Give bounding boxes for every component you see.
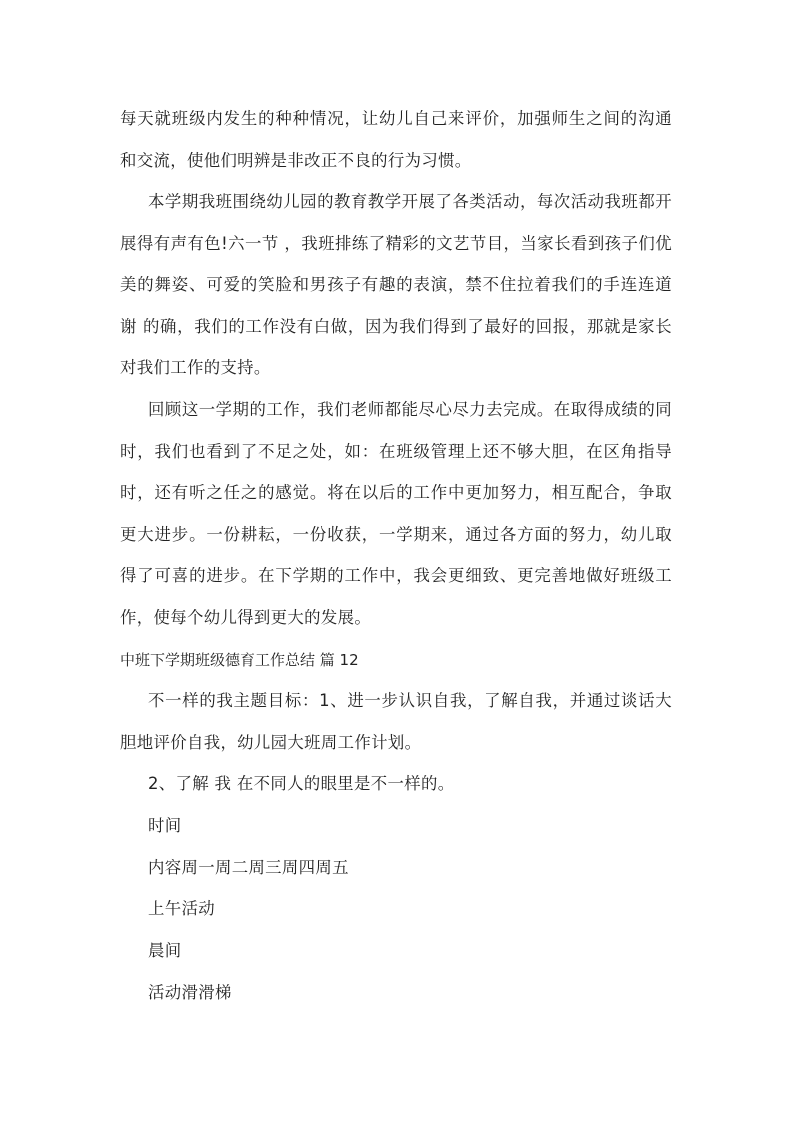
paragraph-class-evaluation: 每天就班级内发生的种种情况，让幼儿自己来评价，加强师生之间的沟通和交流，使他们明辨是非改正不良的行为习惯。	[120, 109, 672, 170]
goal-item-2: 2、了解 我 在不同人的眼里是不一样的。	[148, 774, 455, 793]
schedule-morning-activity: 上午活动	[148, 899, 215, 918]
section-heading: 中班下学期班级德育工作总结 篇 12	[120, 651, 359, 669]
schedule-weekday-header: 内容周一周二周三周四周五	[148, 858, 349, 877]
schedule-time-label: 时间	[148, 816, 182, 835]
schedule-activity-slide: 活动滑滑梯	[148, 983, 232, 1002]
paragraph-review: 回顾这一学期的工作，我们老师都能尽心尽力去完成。在取得成绩的同时，我们也看到了不足之处，如：在班级管理上还不够大胆，在区角指导时，还有听之任之的感觉。将在以后的工作中更加努力，相互配合，争取更大进步。一份耕耘，一份收获，一学期来，通过各方面的努力，幼儿取得了可喜的进步。在下学期的工作中，我会更细致、更完善地做好班级工作，使每个幼儿得到更大的发展。	[120, 400, 672, 627]
paragraph-activities: 本学期我班围绕幼儿园的教育教学开展了各类活动，每次活动我班都开展得有声有色!六一节 ，我班排练了精彩的文艺节目，当家长看到孩子们优美的舞姿、可爱的笑脸和男孩子有趣的表演，禁不住拉着我们的手连连道谢 的确，我们的工作没有白做，因为我们得到了最好的回报，那就是家长对我们工作的支持。	[120, 192, 672, 378]
schedule-early-morning: 晨间	[148, 941, 182, 960]
paragraph-theme-goals: 不一样的我主题目标：1、进一步认识自我，了解自我，并通过谈话大胆地评价自我，幼儿园大班周工作计划。	[120, 691, 672, 752]
